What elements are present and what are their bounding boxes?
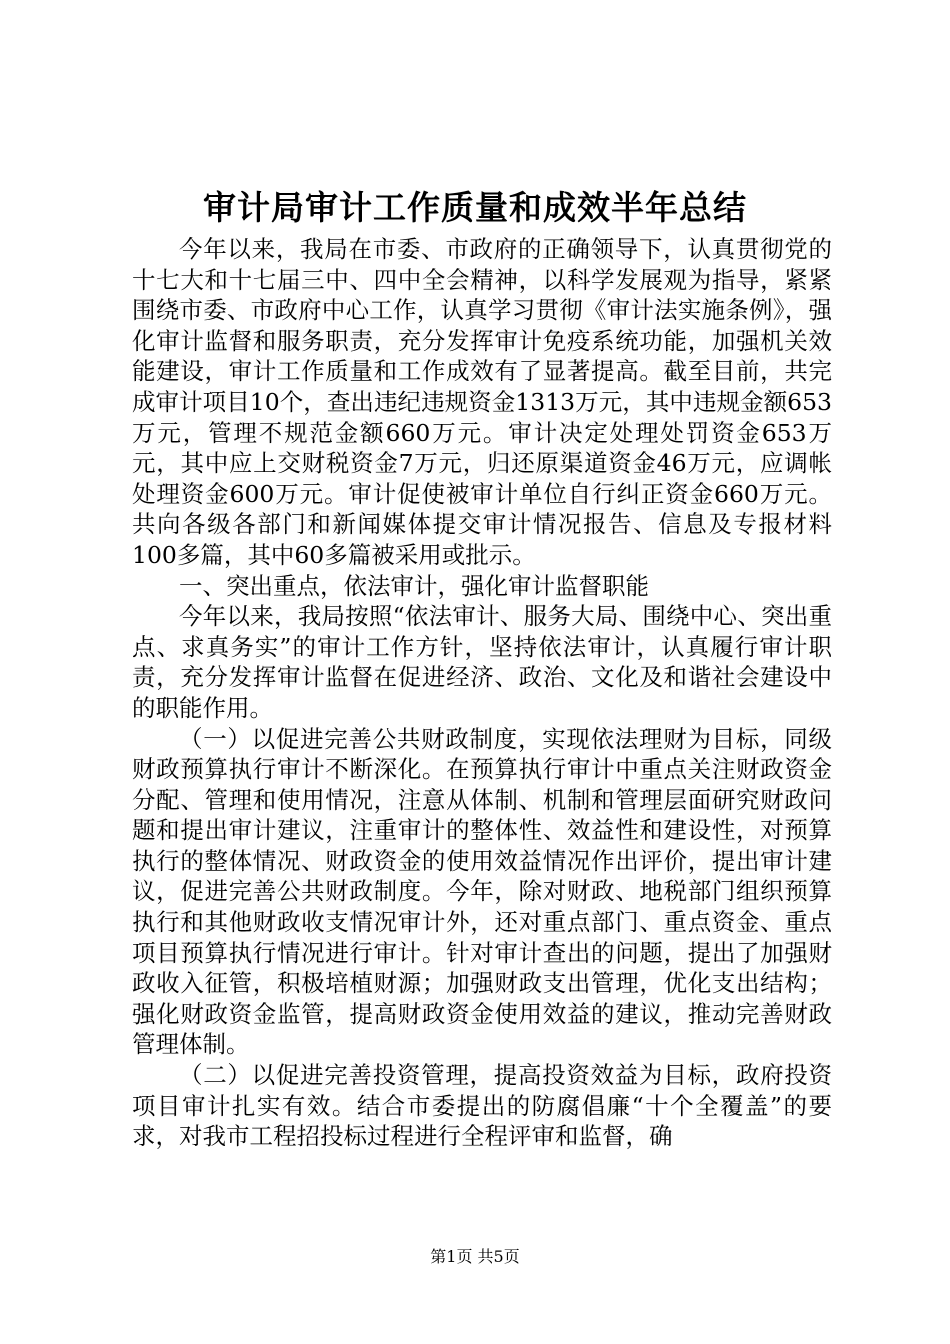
paragraph-section-1-intro: 今年以来，我局按照“依法审计、服务大局、围绕中心、突出重点、求真务实”的审计工作方针，坚持依法审计，认真履行审计职责，充分发挥审计监督在促进经济、政治、文化及和谐社会建设中的职能作用。	[132, 602, 832, 722]
paragraph-item-1: （一）以促进完善公共财政制度，实现依法理财为目标，同级财政预算执行审计不断深化。在预算执行审计中重点关注财政资金分配、管理和使用情况，注意从体制、机制和管理层面研究财政问题和提出审计建议，注重审计的整体性、效益性和建设性，对预算执行的整体情况、财政资金的使用效益情况作出评价，提出审计建议，促进完善公共财政制度。今年，除对财政、地税部门组织预算执行和其他财政收支情况审计外，还对重点部门、重点资金、重点项目预算执行情况进行审计。针对审计查出的问题，提出了加强财政收入征管，积极培植财源；加强财政支出管理，优化支出结构；强化财政资金监管，提高财政资金使用效益的建议，推动完善财政管理体制。	[132, 724, 832, 1059]
page-footer: 第1页 共5页	[430, 1247, 520, 1266]
paragraph-intro: 今年以来，我局在市委、市政府的正确领导下，认真贯彻党的十七大和十七届三中、四中全会精神，以科学发展观为指导，紧紧围绕市委、市政府中心工作，认真学习贯彻《审计法实施条例》，强化审计监督和服务职责，充分发挥审计免疫系统功能，加强机关效能建设，审计工作质量和工作成效有了显著提高。截至目前，共完成审计项目10个，查出违纪违规资金1313万元，其中违规金额653万元，管理不规范金额660万元。审计决定处理处罚资金653万元，其中应上交财税资金7万元，归还原渠道资金46万元，应调帐处理资金600万元。审计促使被审计单位自行纠正资金660万元。共向各级各部门和新闻媒体提交审计情况报告、信息及专报材料100多篇，其中60多篇被采用或批示。	[132, 235, 832, 569]
document-title: 审计局审计工作质量和成效半年总结	[203, 188, 747, 227]
document-body	[132, 234, 832, 1152]
paragraph-item-2: （二）以促进完善投资管理，提高投资效益为目标，政府投资项目审计扎实有效。结合市委提出的防腐倡廉“十个全覆盖”的要求，对我市工程招投标过程进行全程评审和监督，确	[132, 1061, 832, 1151]
section-heading-1: 一、突出重点，依法审计，强化审计监督职能	[179, 571, 649, 600]
